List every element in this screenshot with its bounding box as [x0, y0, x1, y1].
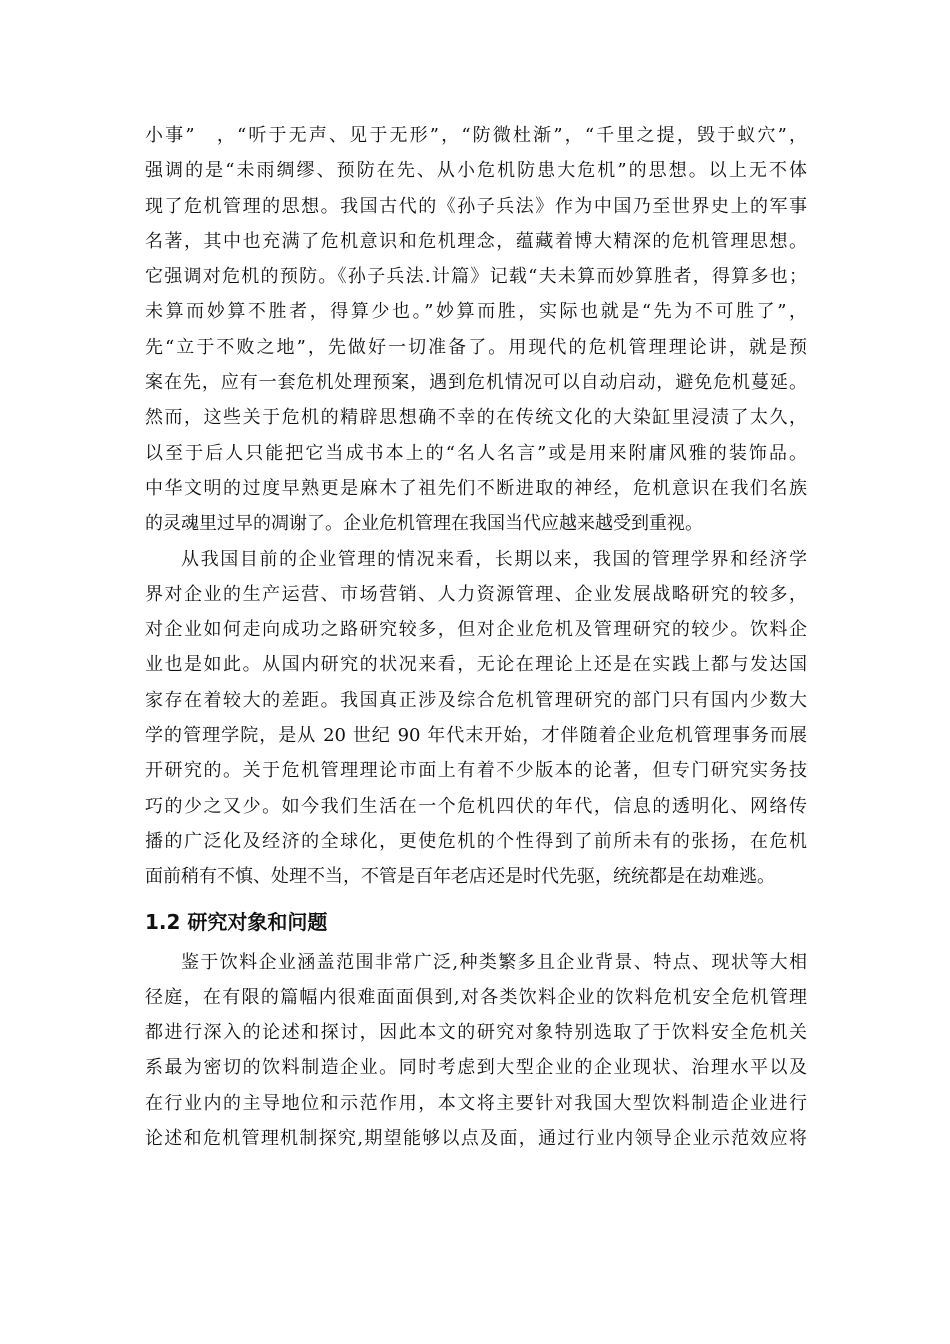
section-heading: 1.2 研究对象和问题 [145, 909, 328, 934]
text-line: 面前稍有不慎、处理不当，不管是百年老店还是时代先驱，统统都是在劫难逃。 [145, 866, 775, 888]
text-line: 未算而妙算不胜者，得算少也。”妙算而胜，实际也就是“先为不可胜了”， [145, 301, 807, 323]
text-line: 家存在着较大的差距。我国真正涉及综合危机管理研究的部门只有国内少数大 [145, 689, 807, 711]
text-line: 从我国目前的企业管理的情况来看，长期以来，我国的管理学界和经济学 [181, 548, 807, 570]
text-line: 播的广泛化及经济的全球化，更使危机的个性得到了前所未有的张扬，在危机 [145, 830, 807, 852]
text-line: 现了危机管理的思想。我国古代的《孙子兵法》作为中国乃至世界史上的军事 [145, 195, 807, 217]
paragraph-research-status [145, 542, 807, 895]
text-line: 系最为密切的饮料制造企业。同时考虑到大型企业的企业现状、治理水平以及 [145, 1057, 807, 1079]
document-body [145, 118, 807, 1156]
text-line: 它强调对危机的预防。《孙子兵法.计篇》记载“夫未算而妙算胜者，得算多也； [145, 266, 807, 288]
text-line: 径庭，在有限的篇幅内很难面面俱到,对各类饮料企业的饮料危机安全危机管理 [145, 986, 807, 1008]
paragraph-research-object [145, 945, 807, 1157]
text-line: 开研究的。关于危机管理理论市面上有着不少版本的论著，但专门研究实务技 [145, 760, 807, 782]
text-line: 先“立于不败之地”，先做好一切准备了。用现代的危机管理理论讲，就是预 [145, 336, 807, 358]
text-line: 界对企业的生产运营、市场营销、人力资源管理、企业发展战略研究的较多， [145, 583, 807, 605]
text-line: 学的管理学院，是从 20 世纪 90 年代末开始，才伴随着企业危机管理事务而展 [145, 725, 807, 747]
text-line: 案在先，应有一套危机处理预案，遇到危机情况可以自动启动，避免危机蔓延。 [145, 372, 807, 394]
text-line: 以至于后人只能把它当成书本上的“名人名言”或是用来附庸风雅的装饰品。 [145, 442, 807, 464]
text-line: 强调的是“未雨绸缪、预防在先、从小危机防患大危机”的思想。以上无不体 [145, 160, 807, 182]
text-line: 的灵魂里过早的凋谢了。企业危机管理在我国当代应越来越受到重视。 [145, 513, 703, 535]
text-line: 都进行深入的论述和探讨，因此本文的研究对象特别选取了于饮料安全危机关 [145, 1022, 807, 1044]
paragraph-crisis-history [145, 118, 807, 542]
text-line: 对企业如何走向成功之路研究较多，但对企业危机及管理研究的较少。饮料企 [145, 619, 807, 641]
text-line: 然而，这些关于危机的精辟思想确不幸的在传统文化的大染缸里浸渍了太久， [145, 407, 807, 429]
text-line: 业也是如此。从国内研究的状况来看，无论在理论上还是在实践上都与发达国 [145, 654, 807, 676]
text-line: 中华文明的过度早熟更是麻木了祖先们不断进取的神经，危机意识在我们名族 [145, 477, 807, 499]
text-line: 小事” ，“听于无声、见于无形”，“防微杜渐”，“千里之提，毁于蚁穴”， [145, 125, 807, 146]
text-line: 在行业内的主导地位和示范作用，本文将主要针对我国大型饮料制造企业进行 [145, 1092, 807, 1114]
text-line: 巧的少之又少。如今我们生活在一个危机四伏的年代，信息的透明化、网络传 [145, 795, 807, 817]
text-line: 鉴于饮料企业涵盖范围非常广泛,种类繁多且企业背景、特点、现状等大相 [181, 951, 807, 973]
text-line: 名著，其中也充满了危机意识和危机理念，蕴藏着博大精深的危机管理思想。 [145, 230, 807, 252]
text-line: 论述和危机管理机制探究,期望能够以点及面，通过行业内领导企业示范效应将 [145, 1128, 807, 1150]
